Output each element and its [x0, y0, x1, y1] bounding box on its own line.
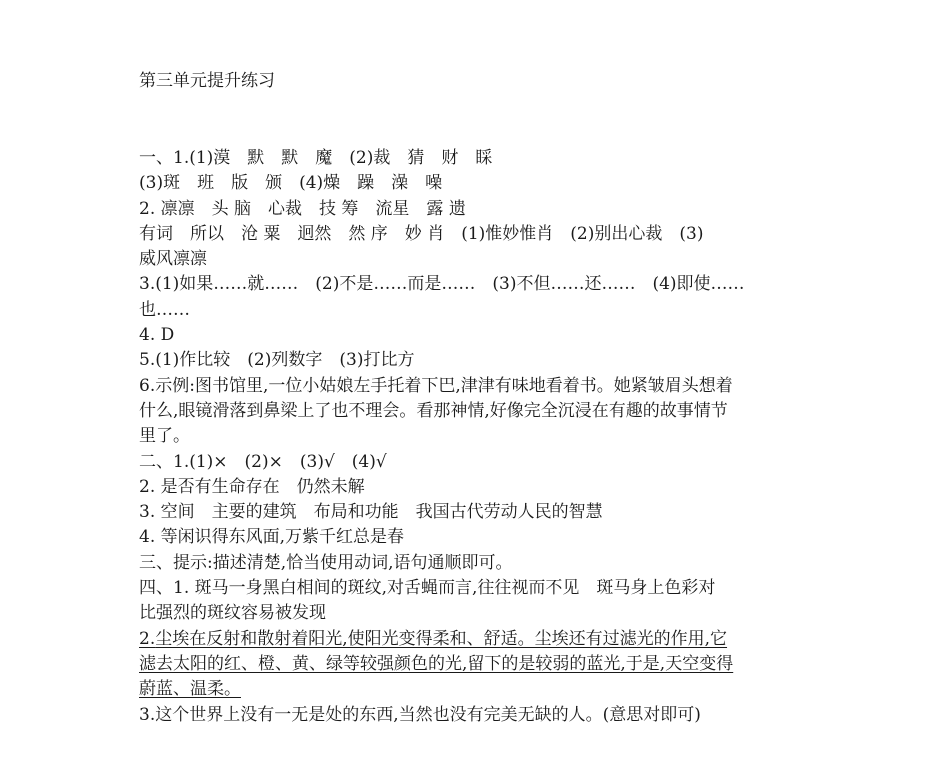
- answer-line: 6.示例:图书馆里,一位小姑娘左手托着下巴,津津有味地看着书。她紧皱眉头想着: [139, 375, 733, 396]
- answer-line: 4. 等闲识得东风面,万紫千红总是春: [139, 527, 405, 548]
- answer-line: 5.(1)作比较 (2)列数字 (3)打比方: [139, 350, 415, 371]
- underlined-answer-line: [139, 627, 819, 652]
- underlined-answer-line: [139, 652, 819, 677]
- answer-line: 2. 凛凛 头 脑 心裁 技 筹 流星 露 遗: [139, 198, 466, 219]
- underlined-answer-text: 滤去太阳的红、橙、黄、绿等较强颜色的光,留下的是较弱的蓝光,于是,天空变得: [139, 653, 734, 674]
- answer-line-last: 3.这个世界上没有一无是处的东西,当然也没有完美无缺的人。(意思对即可): [139, 704, 701, 725]
- underlined-answer-prefix: 2.: [139, 628, 156, 649]
- page-title: 第三单元提升练习: [139, 71, 275, 91]
- answer-line: 什么,眼镜滑落到鼻梁上了也不理会。看那神情,好像完全沉浸在有趣的故事情节: [139, 400, 728, 421]
- answer-line: 也……: [139, 299, 190, 320]
- answer-line: 一、1.(1)漠 默 默 魔 (2)裁 猜 财 睬: [139, 148, 493, 168]
- answer-line: 4. D: [139, 325, 175, 346]
- answer-line: 2. 是否有生命存在 仍然未解: [139, 476, 365, 497]
- underlined-answer-text: 尘埃在反射和散射着阳光,使阳光变得柔和、舒适。尘埃还有过滤光的作用,它: [155, 628, 728, 649]
- answer-line: 3. 空间 主要的建筑 布局和功能 我国古代劳动人民的智慧: [139, 502, 603, 523]
- answer-line: 二、1.(1)× (2)× (3)√ (4)√: [139, 451, 387, 472]
- answer-body: [139, 146, 819, 728]
- answer-line: 3.(1)如果……就…… (2)不是……而是…… (3)不但……还…… (4)即使……: [139, 274, 745, 295]
- answer-line: 比强烈的斑纹容易被发现: [139, 603, 326, 624]
- underlined-answer-text: 蔚蓝、温柔。: [139, 679, 241, 700]
- answer-line: (3)斑 班 版 颁 (4)燥 躁 澡 噪: [139, 173, 443, 194]
- answer-line: 里了。: [139, 426, 190, 447]
- answer-line: 有词 所以 沧 粟 迥然 然 序 妙 肖 (1)惟妙惟肖 (2)别出心裁 (3): [139, 223, 704, 244]
- answer-line: 三、提示:描述清楚,恰当使用动词,语句通顺即可。: [139, 552, 513, 573]
- answer-line: 威风凛凛: [139, 249, 207, 270]
- underlined-answer-line: [139, 677, 819, 702]
- answer-line: 四、1. 斑马一身黑白相间的斑纹,对舌蝇而言,往往视而不见 斑马身上色彩对: [139, 578, 716, 599]
